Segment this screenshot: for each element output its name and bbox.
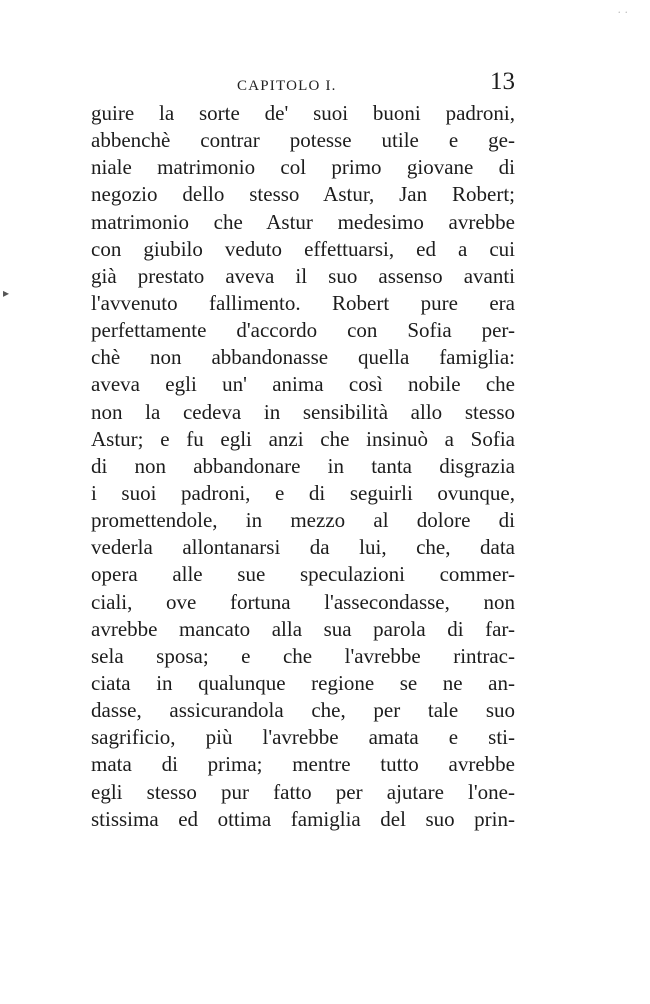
text-line: ciata in qualunque regione se ne an- <box>91 670 515 695</box>
text-line: matrimonio che Astur medesimo avrebbe <box>91 209 515 234</box>
page-number: 13 <box>490 68 515 95</box>
text-line: di non abbandonare in tanta disgrazia <box>91 453 515 478</box>
margin-mark-icon: ▸ <box>3 286 10 300</box>
text-line: guire la sorte de' suoi buoni padroni, <box>91 101 515 125</box>
text-line: con giubilo veduto effettuarsi, ed a cui <box>91 236 515 261</box>
text-line: promettendole, in mezzo al dolore di <box>91 508 515 533</box>
text-line: avrebbe mancato alla sua parola di far- <box>91 616 515 641</box>
running-head <box>91 68 515 98</box>
text-line: aveva egli un' anima così nobile che <box>91 372 515 397</box>
text-line: vederla allontanarsi da lui, che, data <box>91 535 515 560</box>
text-line: stissima ed ottima famiglia del suo prin- <box>91 806 515 831</box>
text-line: i suoi padroni, e di seguirli ovunque, <box>91 480 515 505</box>
text-line: l'avvenuto fallimento. Robert pure era <box>91 290 515 315</box>
text-line: dasse, assicurandola che, per tale suo <box>91 698 515 723</box>
text-line: sela sposa; e che l'avrebbe rintrac- <box>91 643 515 668</box>
chapter-title: CAPITOLO I. <box>237 78 337 94</box>
text-line: Astur; e fu egli anzi che insinuò a Sofia <box>91 426 515 451</box>
text-line: negozio dello stesso Astur, Jan Robert; <box>91 182 515 207</box>
text-line: già prestato aveva il suo assenso avanti <box>91 263 515 288</box>
text-line: ciali, ove fortuna l'assecondasse, non <box>91 589 515 614</box>
text-line: abbenchè contrar potesse utile e ge- <box>91 128 515 153</box>
text-line: sagrificio, più l'avrebbe amata e sti- <box>91 725 515 750</box>
body-text <box>91 100 515 833</box>
text-line: mata di prima; mentre tutto avrebbe <box>91 752 515 777</box>
text-line: perfettamente d'accordo con Sofia per- <box>91 318 515 343</box>
corner-speck-icon: · · <box>617 6 628 19</box>
text-line: non la cedeva in sensibilità allo stesso <box>91 399 515 424</box>
text-line: opera alle sue speculazioni commer- <box>91 562 515 587</box>
text-line: chè non abbandonasse quella famiglia: <box>91 345 515 370</box>
text-line: egli stesso pur fatto per ajutare l'one- <box>91 779 515 804</box>
text-line: niale matrimonio col primo giovane di <box>91 155 515 180</box>
